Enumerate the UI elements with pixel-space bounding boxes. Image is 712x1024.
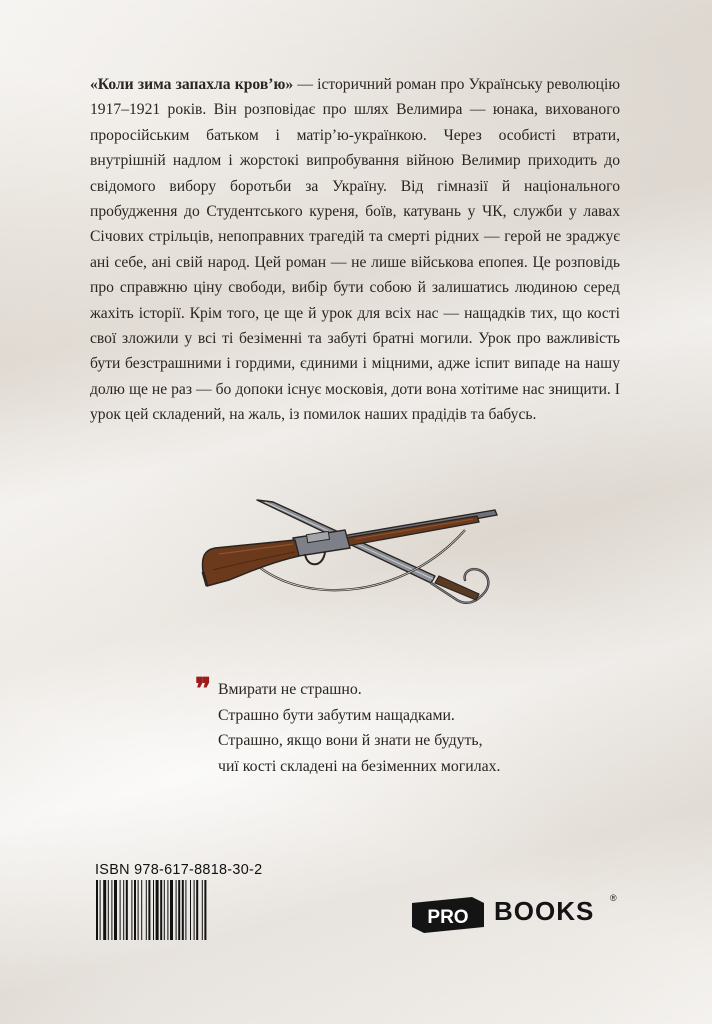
- rifle-icon: [203, 510, 498, 586]
- pro-logo-icon: [410, 893, 490, 935]
- quote-mark-icon: ❞: [195, 672, 212, 707]
- registered-mark: ®: [610, 893, 617, 903]
- publisher-logo: [410, 893, 625, 935]
- barcode-icon: [95, 880, 273, 940]
- quote-line: Страшно, якщо вони й знати не будуть,: [218, 732, 483, 749]
- quote-line: Страшно бути забутим нащадками.: [218, 706, 455, 724]
- epigraph-quote: [195, 672, 555, 779]
- blurb-paragraph: [90, 72, 620, 428]
- publisher-pro-text: PRO: [427, 907, 469, 928]
- book-title: «Коли зима запахла кров’ю»: [90, 76, 294, 93]
- blurb-text: — історичний роман про Українську революцію 1917–1921 років. Він розповідає про шлях Велимира — юнака, вихованого проросійським батьком і матір’ю-українкою. Через особисті втрати, внутрішній надлом і жорстокі випробування війною Велимир приходить до свідомого вибору боротьби за Україну. Від гімназії й національного пробудження до Студентського куреня, боїв, катувань у ЧК, служби у лавах Січових стрільців, непоправних трагедій та смерті рідних — герой не зраджує ані себе, ані свій народ. Цей роман — не лише військова епопея. Це розповідь про справжню ціну свободи, вибір бути собою й залишатись людиною серед жахіть історії. Крім того, це ще й урок для всіх нас — нащадків тих, що кості свої зложили у всі ті безіменні та забуті братні могили. Урок про важливість бути безстрашними і гордими, єдиними і міцними, адже іспит випаде на нашу долю ще не раз — бо допоки існує московія, доти вона хотітиме нас знищити. І урок цей складений, на жаль, із помилок наших прадідів та бабусь.: [90, 76, 620, 424]
- quote-line: чиї кості складені на безіменних могилах.: [218, 757, 501, 775]
- quote-line: Вмирати не страшно.: [218, 681, 362, 698]
- isbn-number: ISBN 978-617-8818-30-2: [95, 862, 263, 878]
- crossed-rifle-and-sabre-icon: [195, 490, 505, 620]
- publisher-books-text: BOOKS: [494, 896, 595, 926]
- isbn-barcode-block: [95, 862, 275, 940]
